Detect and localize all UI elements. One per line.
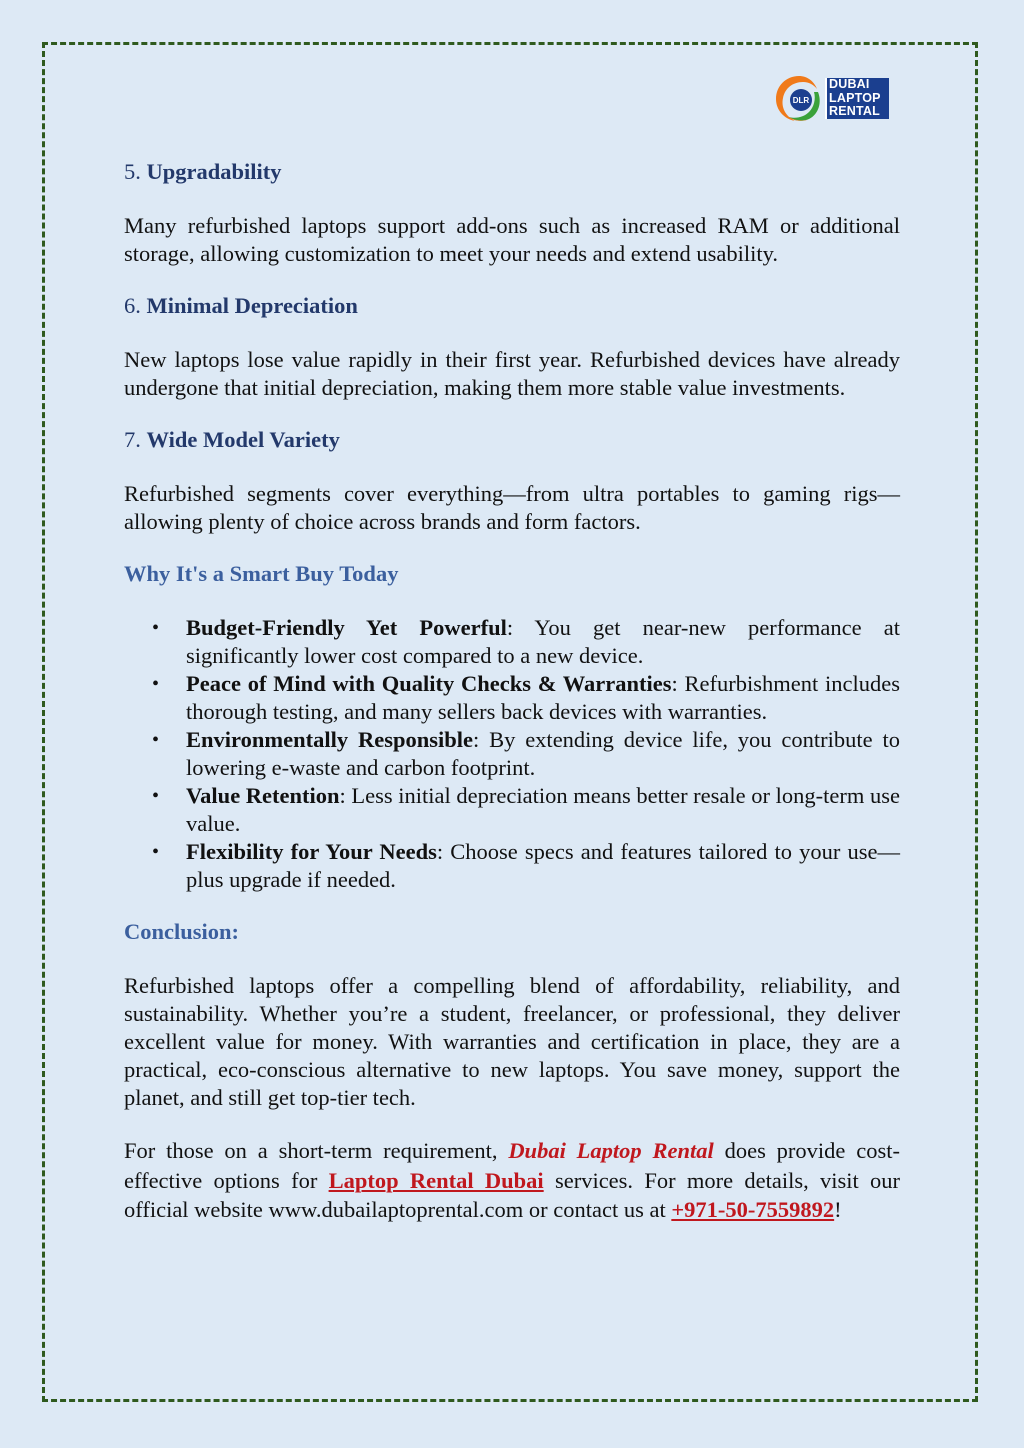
logo-line-1: DUBAI xyxy=(825,78,889,92)
section-heading-upgradability xyxy=(124,158,900,186)
conclusion-heading: Conclusion: xyxy=(124,919,240,944)
list-item-text: : Refurbishment includes thorough testing, and many sellers back devices with warranties. xyxy=(186,671,900,724)
brand-name: Dubai Laptop Rental xyxy=(508,1138,714,1163)
section-title: Upgradability xyxy=(146,159,282,184)
list-item xyxy=(124,782,900,838)
logo-wordmark xyxy=(825,78,889,119)
section-title: Minimal Depreciation xyxy=(146,293,358,318)
list-item-text: : By extending device life, you contribute to lowering e-waste and carbon footprint. xyxy=(186,727,900,780)
list-item-text: : Choose specs and features tailored to your use—plus upgrade if needed. xyxy=(186,839,900,892)
list-item-term: Value Retention xyxy=(186,783,340,808)
cta-text: does provide cost-effective options for xyxy=(124,1138,900,1193)
list-item-text: : Less initial depreciation means better resale or long-term use value. xyxy=(186,783,900,836)
logo-line-2: LAPTOP xyxy=(825,92,889,106)
section-number: 5. xyxy=(124,159,141,184)
bullet-icon: • xyxy=(152,785,160,807)
laptop-rental-dubai-link[interactable]: Laptop Rental Dubai xyxy=(328,1167,544,1193)
benefits-list xyxy=(124,614,900,894)
cta-text: For those on a short-term requirement, xyxy=(124,1138,509,1163)
section-body-upgradability: Many refurbished laptops support add-ons such as increased RAM or additional storage, allowing customization to meet your needs and extend usability. xyxy=(124,213,900,266)
cta-text: services. For more details, visit our official website www.dubailaptoprental.com or contact us at xyxy=(124,1167,900,1222)
bullet-icon: • xyxy=(152,841,160,863)
bullet-icon: • xyxy=(152,729,160,751)
list-item-term: Flexibility for Your Needs xyxy=(186,839,437,864)
phone-link[interactable]: +971-50-7559892 xyxy=(671,1197,835,1222)
section-number: 7. xyxy=(124,427,141,452)
section-number: 6. xyxy=(124,293,141,318)
section-title: Wide Model Variety xyxy=(146,427,340,452)
company-logo xyxy=(772,72,892,124)
why-heading: Why It's a Smart Buy Today xyxy=(124,561,399,586)
section-body-wide-model-variety: Refurbished segments cover everything—from ultra portables to gaming rigs—allowing plenty of choice across brands and form factors. xyxy=(124,481,900,534)
logo-initials: DLR xyxy=(792,96,810,105)
article-body xyxy=(124,158,900,1225)
list-item xyxy=(124,614,900,670)
cta-text: ! xyxy=(834,1197,842,1222)
list-item-term: Peace of Mind with Quality Checks & Warranties xyxy=(186,671,672,696)
bullet-icon: • xyxy=(152,617,160,639)
conclusion-body: Refurbished laptops offer a compelling blend of affordability, reliability, and sustainability. Whether you’re a student, freelancer, or professional, they deliver excellent value for money. With warranties and certification in place, they are a practical, eco-conscious alternative to new laptops. You save money, support the planet, and still get top-tier tech. xyxy=(124,973,900,1110)
list-item xyxy=(124,838,900,894)
list-item xyxy=(124,670,900,726)
list-item-text: : You get near-new performance at significantly lower cost compared to a new device. xyxy=(186,615,900,668)
conclusion-cta xyxy=(124,1136,900,1225)
list-item-term: Environmentally Responsible xyxy=(186,727,473,752)
section-heading-minimal-depreciation xyxy=(124,292,900,320)
section-body-minimal-depreciation: New laptops lose value rapidly in their first year. Refurbished devices have already undergone that initial depreciation, making them more stable value investments. xyxy=(124,347,900,400)
section-heading-wide-model-variety xyxy=(124,426,900,454)
bullet-icon: • xyxy=(152,673,160,695)
list-item-term: Budget-Friendly Yet Powerful xyxy=(186,615,507,640)
logo-swirl-icon xyxy=(772,72,826,124)
list-item xyxy=(124,726,900,782)
logo-line-3: RENTAL xyxy=(825,105,889,119)
